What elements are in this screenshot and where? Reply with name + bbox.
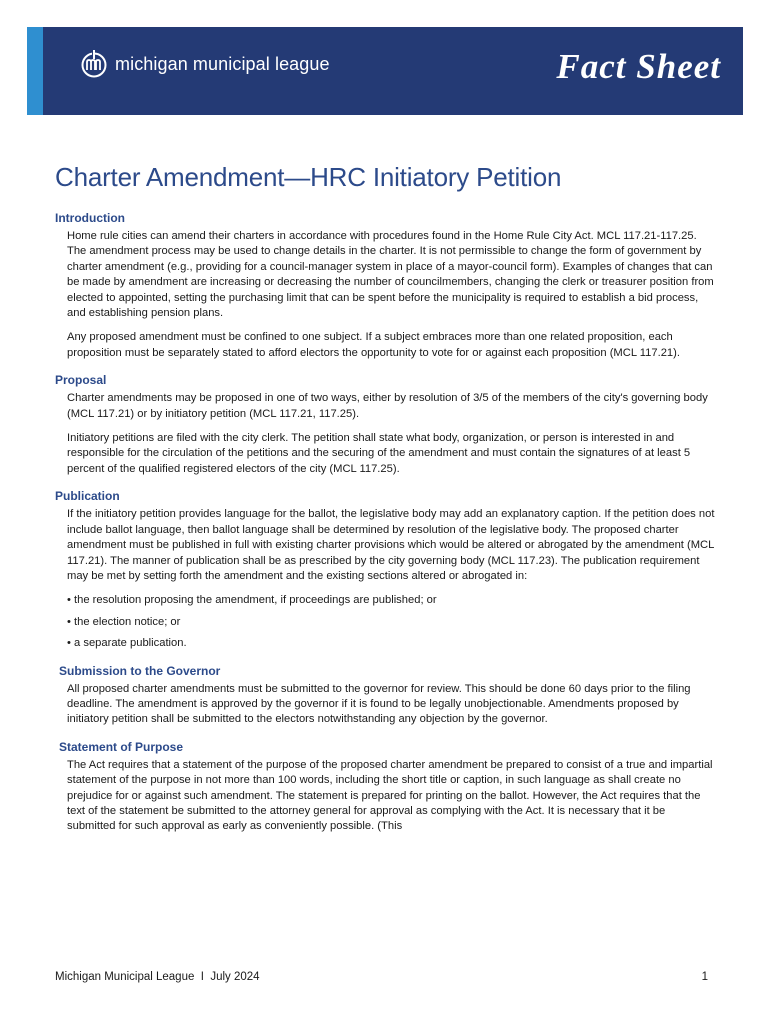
footer-text: Michigan Municipal League I July 2024 <box>55 971 260 983</box>
banner-accent-bar <box>27 27 43 115</box>
header-banner <box>43 27 743 115</box>
mml-logo-icon <box>79 49 109 79</box>
paragraph: Any proposed amendment must be confined to one subject. If a subject embraces more than one related proposition, each proposition must be separately stated to afford electors the opportunity to vote for or against each proposition (MCL 117.21). <box>67 331 680 359</box>
paragraph: The Act requires that a statement of the purpose of the proposed charter amendment be prepared to consist of a true and impartial statement of the purpose in not more than 100 words, including the short title or caption, in such language as shall create no prejudice for or against such amendment. The statement is prepared for printing on the ballot. However, the Act requires that the text of the statement be submitted to the attorney general for approval as complying with the Act. It is necessary that it be submitted for such approval as early as conveniently possible. (This <box>67 758 713 833</box>
section-introduction <box>55 211 715 361</box>
section-submission-to-governor <box>55 664 715 728</box>
section-heading: Introduction <box>55 211 125 225</box>
section-proposal <box>55 373 715 477</box>
fact-sheet-title: Fact Sheet <box>556 47 721 86</box>
document-body <box>55 162 715 847</box>
page-number: 1 <box>701 971 708 983</box>
section-heading: Statement of Purpose <box>59 739 184 754</box>
paragraph: Home rule cities can amend their charters in accordance with procedures found in the Home Rule City Act. MCL 117.21-117.25. The amendment process may be used to change details in the charter. It is not permissible to change the form of government by charter amendment (e.g., providing for a council-manager system in place of a mayor-council form). Examples of changes that can be made by amendment are increasing or decreasing the number of councilmembers, changing the clerk or treasurer position from elected to appointed, setting the purchasing limit that can be spent before the municipality is required to establish a bid process, and establishing pension plans. <box>67 230 714 320</box>
paragraph: All proposed charter amendments must be submitted to the governor for review. This should be done 60 days prior to the filing deadline. The amendment is approved by the governor if it is found to be legally unobjectionable. Amendments proposed by initiatory petition shall be submitted to the electors notwithstanding any objection by the governor. <box>67 682 691 726</box>
section-publication <box>55 489 715 651</box>
page-title: Charter Amendment—HRC Initiatory Petition <box>55 162 562 192</box>
bullet-item: • the resolution proposing the amendment, if proceedings are published; or <box>67 594 437 607</box>
bullet-item: • the election notice; or <box>67 615 181 628</box>
paragraph: Charter amendments may be proposed in one of two ways, either by resolution of 3/5 of the members of the city's governing body (MCL 117.21) or by initiatory petition (MCL 117.21, 117.25). <box>67 392 708 420</box>
mml-logo <box>79 49 330 79</box>
section-heading: Proposal <box>55 373 107 388</box>
page-footer <box>55 971 708 983</box>
paragraph: Initiatory petitions are filed with the city clerk. The petition shall state what body, organization, or person is interested in and responsible for the circulation of the petitions and the securing of the amendment and must contain the signatures of at least 5 percent of the qualified registered electors of the city (MCL 117.25). <box>67 432 691 475</box>
section-heading: Submission to the Governor <box>59 663 221 678</box>
bullet-item: • a separate publication. <box>67 637 187 650</box>
logo-text: michigan municipal league <box>115 53 330 74</box>
section-statement-of-purpose <box>55 740 715 835</box>
section-heading: Publication <box>55 489 120 504</box>
paragraph: If the initiatory petition provides language for the ballot, the legislative body may add an explanatory caption. If the petition does not include ballot language, then ballot language shall be determined by resolution of the legislative body. The proposed charter amendment must be published in full with existing charter provisions which would be altered or abrogated by the amendment (MCL 117.21). The manner of publication shall be as prescribed by the city governing body (MCL 117.23). The publication requirement may be met by setting forth the amendment and the existing sections altered or abrogated in: <box>67 508 715 582</box>
